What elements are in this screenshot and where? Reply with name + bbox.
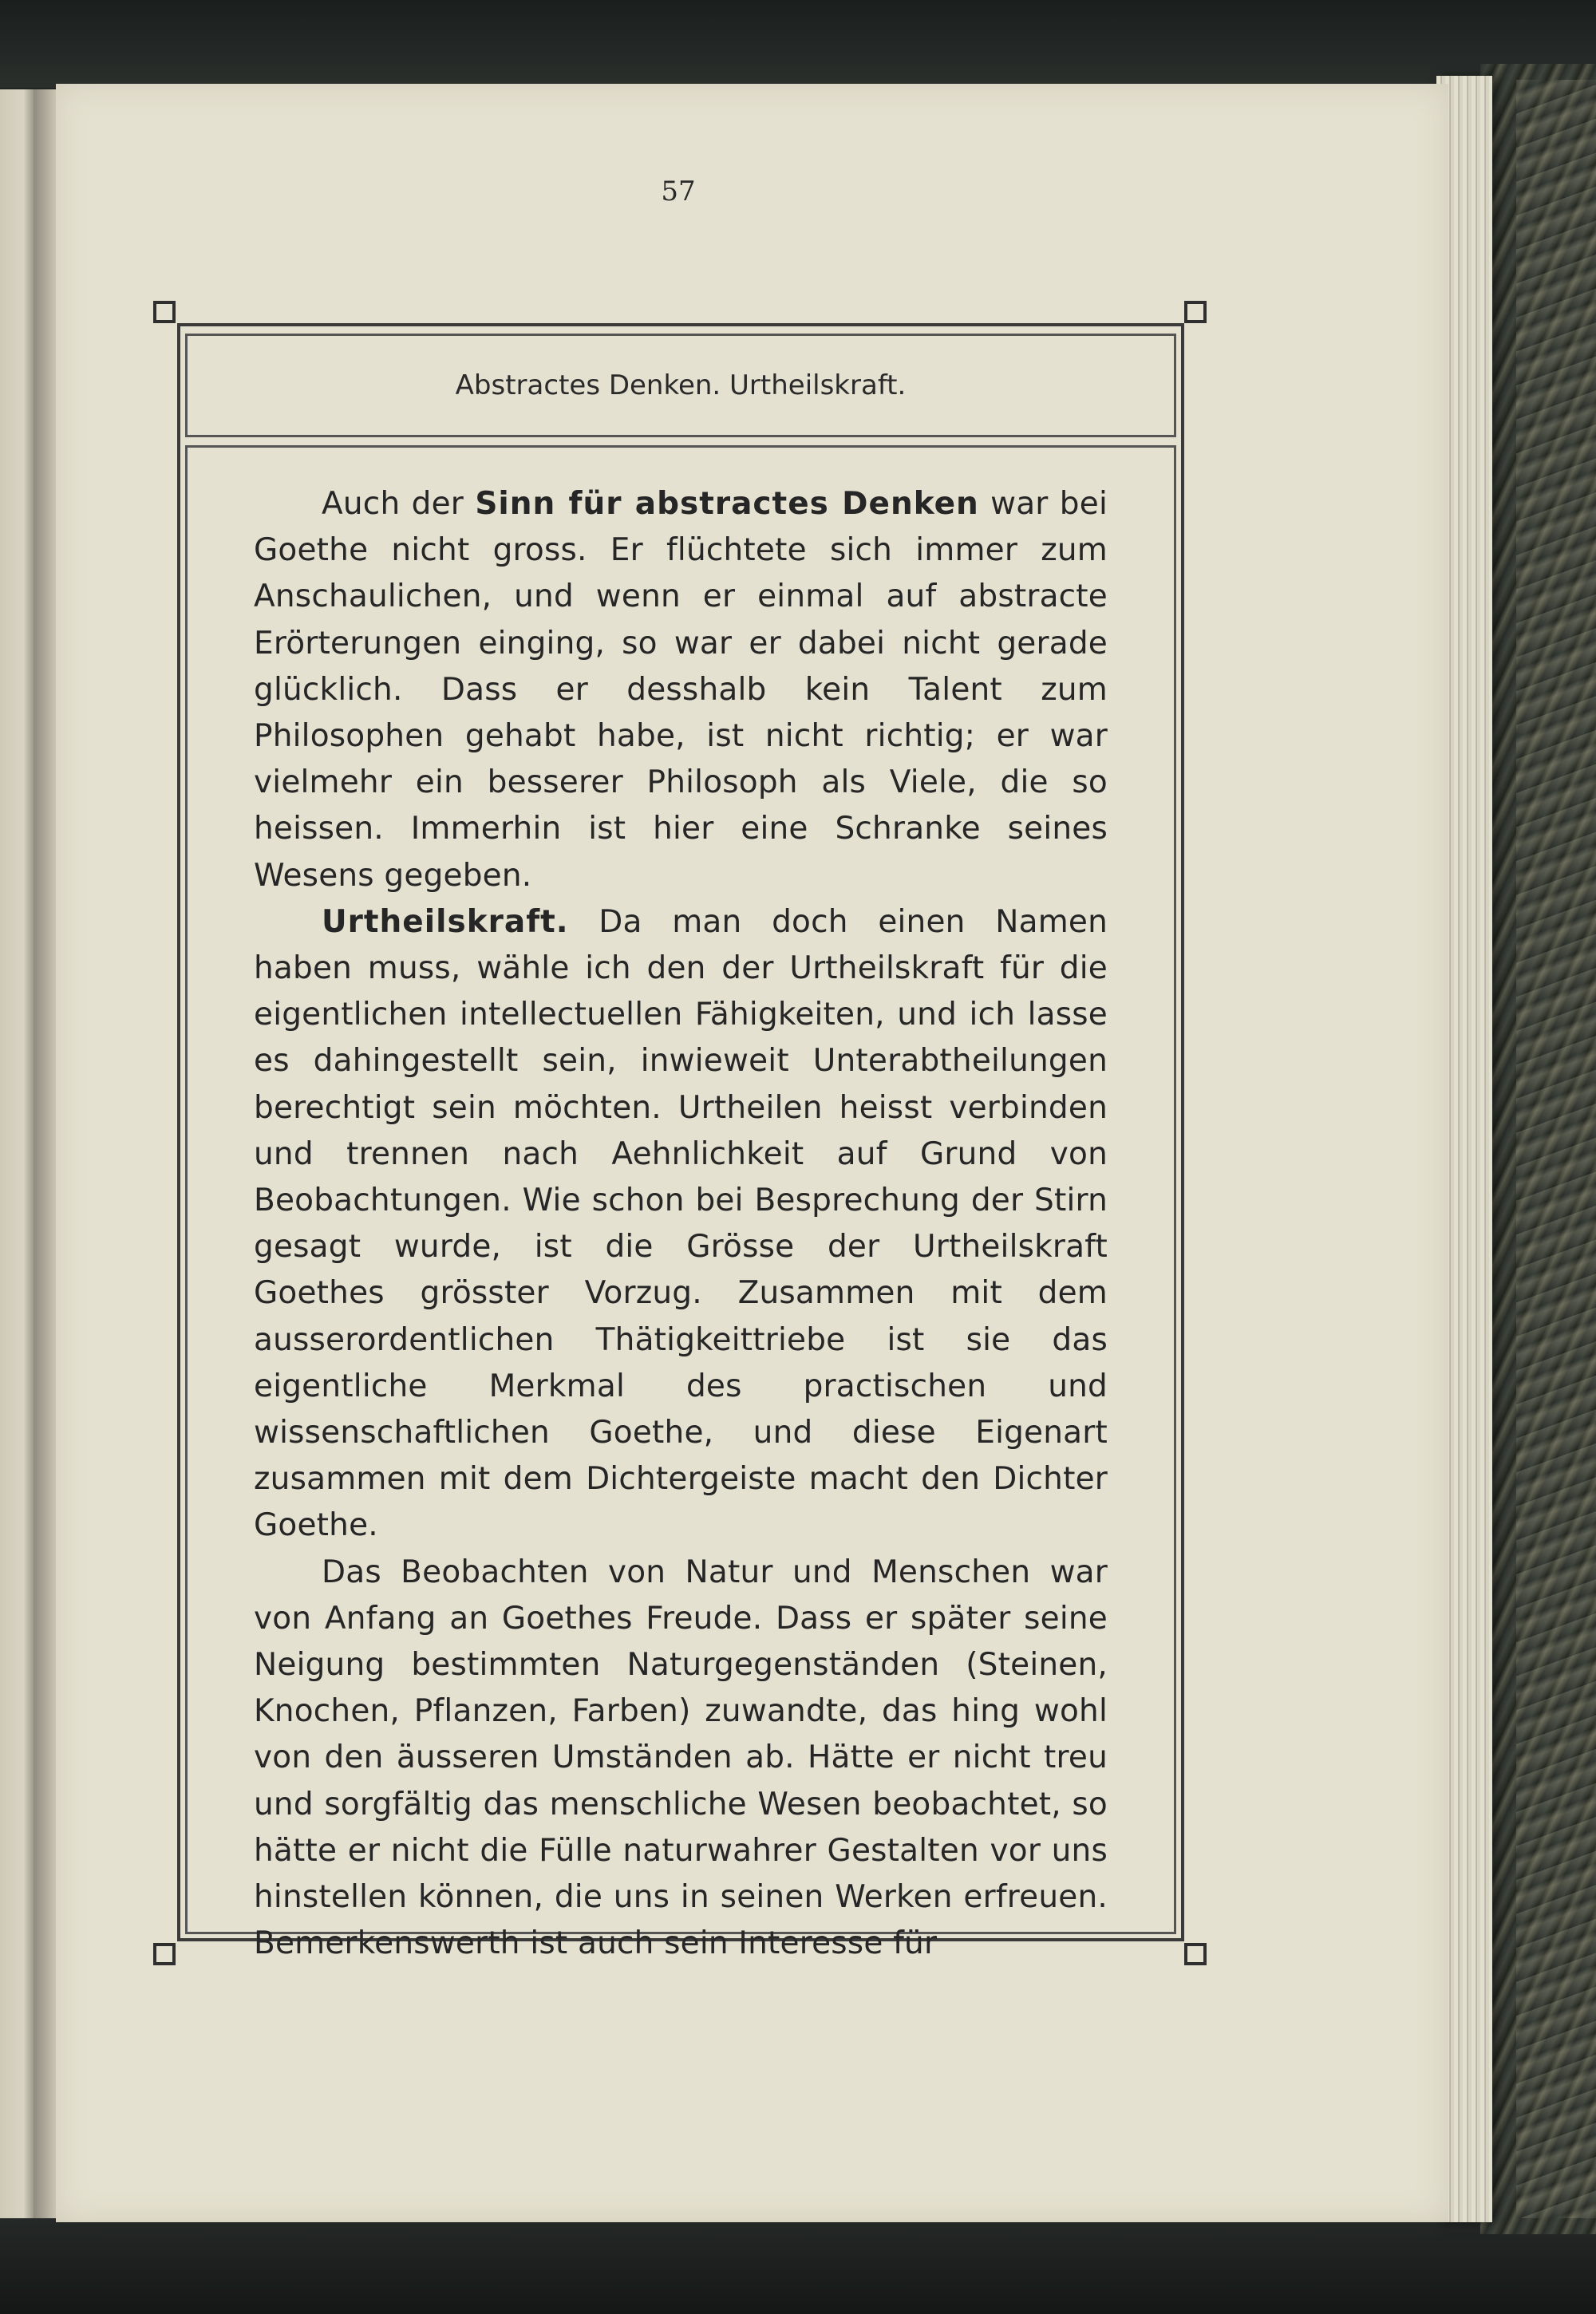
frame-corner-top-left <box>153 301 176 323</box>
body-text <box>254 481 1108 1968</box>
paragraph-text: war bei Goethe nicht gross. Er flüchtete sich immer zum Anschaulichen, und wenn er einmal auf abstracte Erörterungen einging, so war er dabei nicht gerade glücklich. Dass er desshalb kein Talent zum Philosophen gehabt habe, ist nicht richtig; er war vielmehr ein besserer Philosoph als Viele, die so heissen. Immerhin ist hier eine Schranke seines Wesens gegeben. <box>254 486 1108 894</box>
paragraph-text: Das Beobachten von Natur und Menschen war von Anfang an Goethes Freude. Dass er später seine Neigung bestimmten Naturgegenständen (Steinen, Knochen, Pflanzen, Farben) zuwandte, das hing wohl von den äusseren Umständen ab. Hätte er nicht treu und sorgfältig das menschliche Wesen beobachtet, so hätte er nicht die Fülle naturwahrer Gestalten vor uns hinstellen können, die uns in seinen Werken erfreuen. Bemerkenswerth ist auch sein Interesse für <box>254 1554 1108 1962</box>
frame-corner-top-right <box>1184 301 1207 323</box>
paragraph <box>254 899 1108 1550</box>
book-gutter <box>34 89 56 2218</box>
frame-corner-bottom-left <box>153 1943 176 1965</box>
marbled-cover-pattern <box>1516 80 1596 2218</box>
scan-background-top <box>0 0 1596 88</box>
facing-page-edge <box>0 89 34 2218</box>
running-head: Abstractes Denken. Urtheilskraft. <box>455 369 907 401</box>
bold-term: Sinn für abstractes Denken <box>475 486 979 522</box>
paragraph <box>254 481 1108 899</box>
paragraph-lead: Auch der <box>322 486 476 522</box>
page-number: 57 <box>661 176 696 207</box>
scan-background-bottom <box>0 2218 1596 2314</box>
frame-corner-bottom-right <box>1184 1943 1207 1965</box>
bold-term: Urtheilskraft. <box>322 903 569 940</box>
paragraph-text: Da man doch einen Namen haben muss, wähle ich den der Urtheilskraft für die eigentlichen intellectuellen Fähigkeiten, und ich lasse es dahingestellt sein, inwieweit Unterabtheilungen berechtigt sein möchten. Urtheilen heisst verbinden und trennen nach Aehnlichkeit auf Grund von Beobachtungen. Wie schon bei Besprechung der Stirn gesagt wurde, ist die Grösse der Urtheilskraft Goethes grösster Vorzug. Zusammen mit dem ausserordentlichen Thätigkeittriebe ist sie das eigentliche Merkmal des practischen und wissenschaftlichen Goethe, und diese Eigenart zusammen mit dem Dichtergeiste macht den Dichter Goethe. <box>254 903 1108 1544</box>
paragraph <box>254 1550 1108 1968</box>
